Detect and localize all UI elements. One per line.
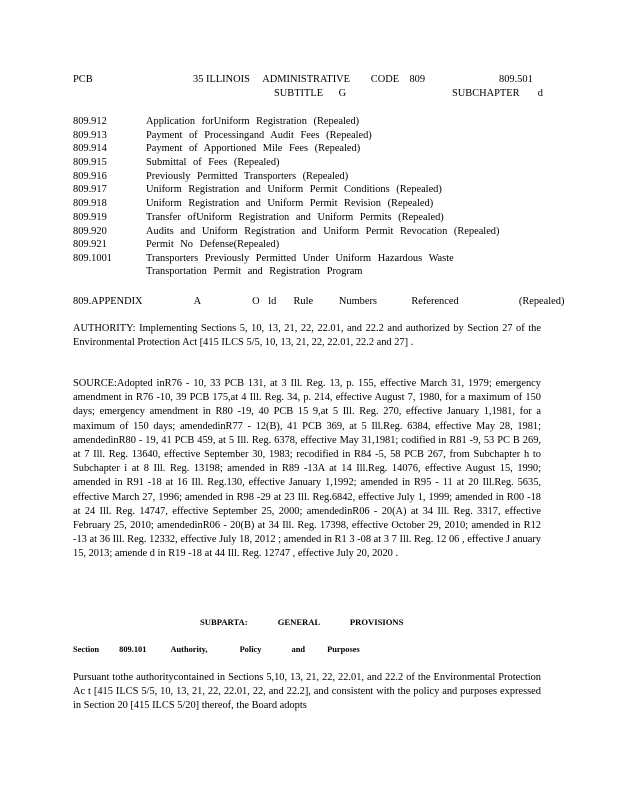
list-item <box>73 252 543 279</box>
section-number: 809.919 <box>73 211 107 223</box>
section-number: 809.1001 <box>73 252 112 264</box>
list-item <box>73 238 543 252</box>
section-number: 809.921 <box>73 239 107 251</box>
section-number: 809.918 <box>73 198 107 210</box>
section-number: 809.912 <box>73 116 107 127</box>
authority-paragraph: AUTHORITY: Implementing Sections 5, 10, 13, 21, 22, 22.01, and 22.2 and authorized by Section 27 of the Environmental Protection Act [415 ILCS 5/5, 10, 13, 21, 22, 22.01, 22.2 and 27] . <box>73 323 541 349</box>
list-item <box>73 129 543 143</box>
list-item <box>73 183 543 197</box>
section-title-word: Authority, <box>170 645 208 654</box>
section-title: Transporters Previously Permitted Under Uniform Hazardous Waste Transportation Permit and Registration Program <box>146 252 454 278</box>
list-item <box>73 225 543 239</box>
section-number: 809.915 <box>73 157 107 169</box>
section-code: 809.101 <box>119 645 147 654</box>
subpart-heading: SUBPARTA: GENERAL PROVISIONS <box>200 617 404 627</box>
list-item <box>73 211 543 225</box>
source-paragraph: SOURCE:Adopted inR76 - 10, 33 PCB 131, at 3 Ill. Reg. 13, p. 155, effective March 31, 1979; emergency amendment in R76 -10, 39 PCB 175,at 4 Ill. Reg. 34, p. 214, effective August 7, 1980, for a maximum of 150 days; emergency amendment in R80 -19, 40 PCB 15 9,at 5 Ill. Reg. 270, effective January 1,1981, for a maximum of 150 days; amendedinR77 - 12(B), 41 PCB 369, at 5 Ill.Reg. 6384, effective May 28, 1981; amendedinR80 - 19, 41 PCB 459, at 5 Ill. Reg. 6378, effective May 31,1981; codified in R81 -9, 53 PC B 269, at 7 Ill. Reg. 13640, effective September 30, 1983; recodified in R84 -5, 58 PCB 267, from Subchapter h to Subchapter i at 8 Ill. Reg. 13198; amended in R89 -13A at 14 Ill.Reg. 14076, effective August 15, 1990; amended in R91 -18 at 16 Ill. Reg.130, effective January 1,1992; amended in R95 - 11 at 20 Ill.Reg. 5635, effective March 27, 1996; amended in R98 -29 at 23 Ill. Reg.6842, effective July 1, 1999; amended in R00 -18 at 24 Ill. Reg. 14747, effective September 25, 2000; amendedinR06 - 20(A) at 34 Ill. Reg. 3317, effective February 25, 2010; amendedinR06 - 20(B) at 34 Ill. Reg. 17398, effective October 29, 2010; amended in R12 -13 at 36 Ill. Reg. 12332, effective July 18, 2012 ; amended in R1 3 -08 at 3 7 Ill. Reg. 12 06 , effective J anuary 15, 2013; amende d in R19 -18 at 44 Ill. Reg. 12747 , effective July 20, 2020 . <box>73 378 541 560</box>
list-item <box>73 115 543 129</box>
section-title: Application forUniform Registration (Repealed) <box>146 116 360 127</box>
list-item <box>73 170 543 184</box>
section-title-word: and <box>291 645 306 654</box>
section-number: 809.920 <box>73 225 107 237</box>
section-list <box>73 115 543 279</box>
section-title: Submittal of Fees (Repealed) <box>146 157 280 169</box>
section-heading <box>73 645 360 654</box>
header-right-line2: SUBCHAPTER d <box>452 88 543 99</box>
header-left: PCB <box>73 74 93 85</box>
header-center-line1: 35 ILLINOIS ADMINISTRATIVE CODE 809 <box>193 74 426 85</box>
section-number: 809.917 <box>73 184 107 196</box>
section-title: Audits and Uniform Registration and Uniform Permit Revocation (Repealed) <box>146 225 500 237</box>
section-number: 809.913 <box>73 129 107 141</box>
section-title: Payment of Apportioned Mile Fees (Repealed) <box>146 143 361 155</box>
section-number: 809.914 <box>73 143 107 155</box>
section-label: Section <box>73 645 100 654</box>
section-number: 809.916 <box>73 170 107 182</box>
list-item <box>73 142 543 156</box>
section-title: Previously Permitted Transporters (Repealed) <box>146 170 349 182</box>
section-title: Permit No Defense(Repealed) <box>146 239 280 251</box>
section-title-word: Purposes <box>327 645 360 654</box>
section-title: Uniform Registration and Uniform Permit Revision (Repealed) <box>146 198 434 210</box>
header-center-line2: SUBTITLE G <box>274 88 347 99</box>
pursuant-paragraph: Pursuant tothe authoritycontained in Sections 5,10, 13, 21, 22, 22.01, and 22.2 of the Environmental Protection Ac t [415 ILCS 5/5, 10, 13, 21, 22, 22.01, 22, and 22.2], and consistent with the policy and purposes expressed in Section 20 [415 ILCS 5/20] thereof, the Board adopts <box>73 672 541 712</box>
section-title-word: Policy <box>239 645 262 654</box>
section-title: Uniform Registration and Uniform Permit Conditions (Repealed) <box>146 184 442 196</box>
section-title: Transfer ofUniform Registration and Uniform Permits (Repealed) <box>146 211 444 223</box>
section-title: Payment of Processingand Audit Fees (Repealed) <box>146 129 372 141</box>
appendix-entry: 809.APPENDIX A O ld Rule Numbers Referenced (Repealed) <box>73 296 565 307</box>
list-item <box>73 197 543 211</box>
list-item <box>73 156 543 170</box>
header-right-line1: 809.501 <box>499 74 533 85</box>
